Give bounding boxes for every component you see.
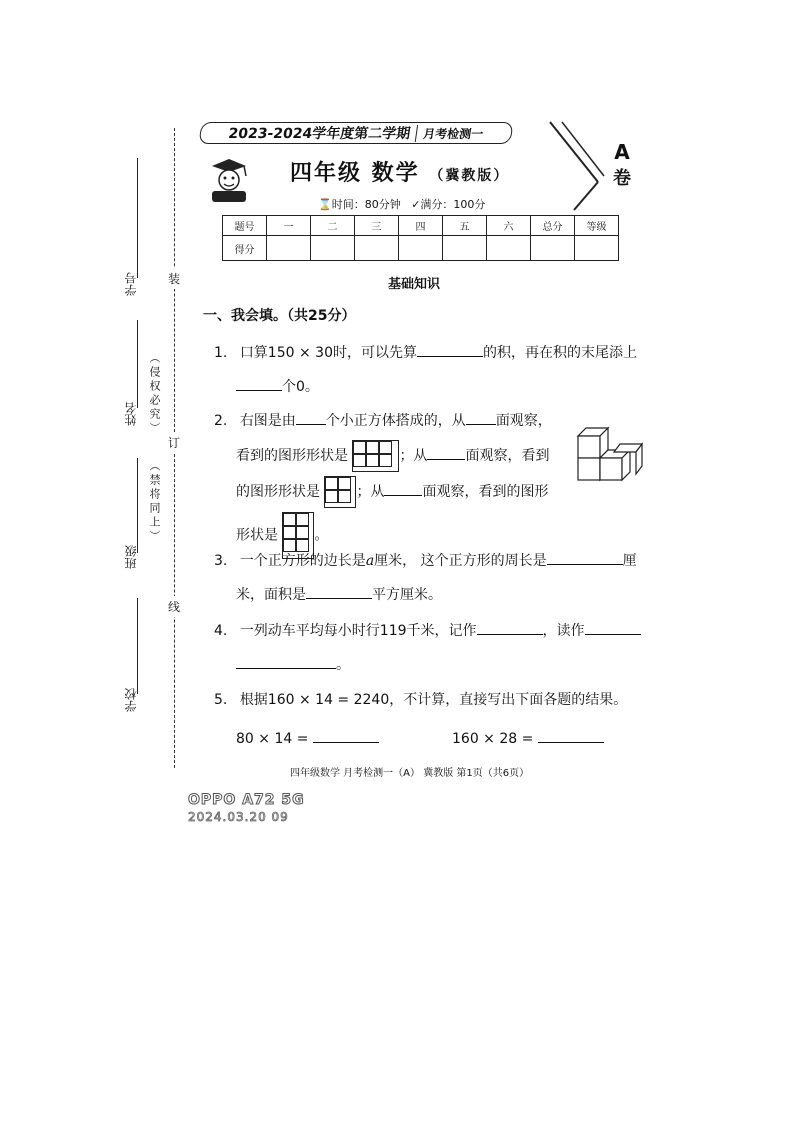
question-5-line-1: [214, 690, 627, 710]
student-id-line: [137, 158, 138, 278]
q2-blank-dir-2[interactable]: [427, 443, 465, 460]
question-3-line-1: [214, 548, 637, 571]
paper-letter: A: [614, 140, 630, 164]
score-table-score-row: [223, 236, 619, 261]
score-table: [222, 215, 619, 261]
device-watermark: OPPO A72 5G: [188, 792, 305, 808]
term-banner-text: 2023-2024学年度第二学期: [227, 126, 412, 142]
score-cell[interactable]: [531, 236, 575, 261]
q3-line2-a: 米，面积是: [236, 587, 306, 603]
q2-line2-b: ；从: [399, 448, 428, 464]
q3-line1-a: 一个正方形的边长是: [239, 553, 366, 569]
question-2-line-3: [236, 476, 548, 508]
q1-text-a: 口算150 × 30时，可以先算: [239, 345, 417, 361]
score-cell[interactable]: [487, 236, 531, 261]
q2-line2-c: 面观察，看到: [465, 448, 550, 464]
q4-number: 4.: [214, 623, 228, 639]
q2-line1-b: 个小正方体搭成的，从: [325, 413, 466, 429]
score-header-cell: 六: [487, 216, 531, 236]
q4-blank-written[interactable]: [477, 618, 543, 635]
q3-number: 3.: [214, 553, 228, 569]
section-title: 基础知识: [388, 277, 441, 292]
q3-blank-perimeter[interactable]: [547, 548, 623, 565]
q4-blank-read-1[interactable]: [585, 618, 641, 635]
question-2-line-2: [236, 440, 549, 472]
score-row-label: 得分: [223, 236, 267, 261]
exam-meta: [318, 196, 485, 212]
hourglass-icon: ⌛: [318, 198, 332, 211]
q4-line1-b: ，读作: [542, 623, 585, 639]
q2-line4-a: 形状是: [236, 527, 278, 544]
paper-title: [290, 156, 509, 187]
question-4-line-2: [236, 652, 350, 675]
question-1-line-1: [214, 340, 637, 363]
q1-blank-2[interactable]: [236, 374, 282, 391]
q3-blank-area[interactable]: [306, 582, 372, 599]
q1-text-b: 的积，再在积的末尾添上: [482, 345, 637, 361]
school-label: 学校: [124, 688, 138, 712]
student-id-label: 学号: [124, 272, 138, 296]
score-cell[interactable]: [399, 236, 443, 261]
q2-line2-a: 看到的图形形状是: [236, 448, 348, 464]
score-cell[interactable]: [443, 236, 487, 261]
q2-number: 2.: [214, 413, 228, 429]
question-1-line-2: [236, 374, 319, 397]
score-header-cell: 等级: [575, 216, 619, 236]
score-header-cell: 五: [443, 216, 487, 236]
q2-blank-dir-3[interactable]: [384, 479, 422, 496]
cube-stack-figure: [574, 424, 644, 486]
q5-blank-1[interactable]: [313, 726, 379, 743]
bind-char-zhuang: 装: [168, 268, 180, 289]
q5-number: 5.: [214, 692, 228, 708]
name-line: [137, 320, 138, 408]
q5-blank-2[interactable]: [538, 726, 604, 743]
part1-title: 一、我会填。（共25分）: [203, 308, 356, 324]
title-edition: （冀教版）: [429, 168, 510, 184]
page-footer: 四年级数学 月考检测一（A） 冀教版 第1页（共6页）: [290, 768, 530, 779]
term-banner: [198, 122, 513, 144]
name-label: 姓名: [124, 402, 138, 426]
q2-line3-c: 面观察，看到的图形: [422, 484, 549, 500]
date-watermark: 2024.03.20 09: [188, 810, 289, 824]
rights-notice: （侵权必究）: [148, 352, 161, 436]
score-table-header-row: [223, 216, 619, 236]
score-header-cell: 总分: [531, 216, 575, 236]
q2-line1-a: 右图是由: [239, 413, 296, 429]
q3-variable: a: [365, 553, 375, 569]
question-5-eq-1: [236, 726, 379, 749]
exam-time: 时间：80分钟: [331, 198, 401, 211]
q3-line1-b: 厘米， 这个正方形的周长是: [374, 553, 547, 569]
question-5-eq-2: [452, 726, 604, 749]
check-circle-icon: ✓: [411, 198, 421, 211]
q1-number: 1.: [214, 345, 228, 361]
question-3-line-2: [236, 582, 442, 605]
no-answer-notice: （禁将同上）: [148, 460, 161, 544]
q4-line1-a: 一列动车平均每小时行119千米，记作: [239, 623, 477, 639]
score-cell[interactable]: [267, 236, 311, 261]
q5-eq1: 80 × 14 =: [236, 731, 309, 747]
score-header-cell: 三: [355, 216, 399, 236]
question-2-line-1: [214, 408, 552, 431]
score-header-cell: 四: [399, 216, 443, 236]
paper-version-badge: [600, 140, 644, 192]
mascot-graduate-icon: [206, 156, 252, 204]
score-header-cell: 一: [267, 216, 311, 236]
shape-3-wide-2-high-icon: [352, 440, 399, 472]
question-4-line-1: [214, 618, 641, 641]
shape-2-by-2-icon: [324, 476, 356, 508]
q1-text-c: 个0。: [282, 379, 319, 395]
q2-line4-b: 。: [314, 527, 329, 544]
score-cell[interactable]: [311, 236, 355, 261]
q5-text: 根据160 × 14 = 2240，不计算，直接写出下面各题的结果。: [239, 692, 628, 708]
q2-line3-b: ；从: [356, 484, 385, 500]
exam-tag: 月考检测一: [415, 125, 484, 142]
title-main: 四年级 数学: [290, 161, 420, 186]
score-cell[interactable]: [355, 236, 399, 261]
exam-full-score: 满分：100分: [420, 198, 486, 211]
score-header-cell: 题号: [223, 216, 267, 236]
q2-line3-a: 的图形形状是: [236, 484, 320, 500]
school-line: [137, 598, 138, 694]
q4-blank-read-2[interactable]: [236, 652, 336, 669]
q3-line2-b: 平方厘米。: [372, 587, 442, 603]
paper-suffix: 卷: [613, 168, 631, 189]
score-cell[interactable]: [575, 236, 619, 261]
q2-line1-c: 面观察，: [495, 413, 552, 429]
class-line: [137, 458, 138, 553]
bind-char-ding: 订: [168, 432, 180, 453]
q4-line2-b: 。: [336, 657, 350, 673]
score-header-cell: 二: [311, 216, 355, 236]
bind-char-xian: 线: [168, 596, 180, 617]
q3-line1-c: 厘: [622, 553, 637, 569]
class-label: 班级: [124, 545, 138, 569]
q2-blank-dir-1[interactable]: [466, 408, 496, 425]
q1-blank-1[interactable]: [417, 340, 483, 357]
q5-eq2: 160 × 28 =: [452, 731, 534, 747]
q2-blank-count[interactable]: [296, 408, 326, 425]
